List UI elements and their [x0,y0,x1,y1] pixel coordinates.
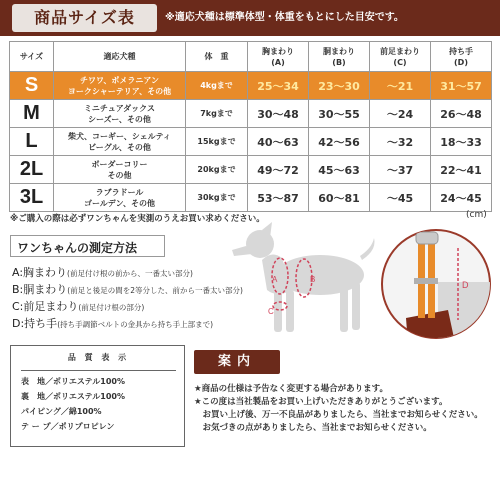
header-size: サイズ [10,42,54,72]
header-waist [309,42,370,72]
notice-line: お買い上げ後、万一不良品がありましたら、当社までお知らせください。 [194,410,483,420]
breed-cell [54,128,186,156]
breed-line: ミニチュアダックス [83,103,156,113]
notice-title: 案内 [217,354,256,369]
handle-grip [416,232,438,244]
quality-row: パイピング／綿100% [21,407,102,416]
handle-cell: 18～33 [431,128,492,156]
breed-line: ボーダーコリー [91,159,148,169]
size-label: M [10,100,54,128]
header-waist-label: 胴まわり [323,46,355,56]
dog-illustration [222,220,382,340]
breed-line: ラブラドール [95,187,144,197]
measure-item-a [12,264,193,280]
weight-cell: 20kgまで [186,156,248,184]
harness-illustration [378,222,493,344]
handle-cell: 31～57 [431,72,492,100]
foreleg-cell: ～21 [370,72,431,100]
size-label: 2L [10,156,54,184]
notice-line: ★この度は当社製品をお買い上げいただきありがとうございます。 [194,397,448,407]
measure-item-d [12,315,213,331]
measure-desc: (前足付け根の部分) [78,303,145,312]
page-title: 商品サイズ表 [34,8,135,27]
breed-line: 柴犬、コーギー、シェルティ [68,131,171,141]
header-breed: 適応犬種 [54,42,186,72]
foreleg-cell: ～24 [370,100,431,128]
divider [21,370,176,371]
size-label: 3L [10,184,54,212]
measure-item-b [12,281,243,297]
breed-line: ゴールデン、その他 [83,198,156,208]
foreleg-cell: ～37 [370,156,431,184]
header-bar [0,0,500,36]
table-row-s [10,72,492,100]
breed-line: その他 [107,170,132,180]
breed-line: ビーグル、その他 [88,142,151,152]
quality-row: テ ー プ／ポリプロピレン [21,422,115,431]
header-foreleg-code: (C) [393,57,407,67]
size-table [9,41,492,212]
measure-desc: (前足付け根の前から、一番太い部分) [67,269,193,278]
chest-cell: 53～87 [248,184,309,212]
header-note: ※適応犬種は標準体型・体重をもとにした目安です。 [165,12,404,23]
waist-cell: 45～63 [309,156,370,184]
table-row-3l [10,184,492,212]
measure-desc: (持ち手調節ベルトの金具から持ち手上部まで) [57,320,214,329]
quality-box [10,345,185,447]
breed-cell [54,156,186,184]
waist-cell: 30～55 [309,100,370,128]
header-chest-label: 胸まわり [262,46,294,56]
handle-cell: 26～48 [431,100,492,128]
breed-cell [54,184,186,212]
notice-line: お気づきの点がありましたら、当社までお知らせください。 [194,423,432,433]
header-foreleg-label: 前足まわり [380,46,420,56]
chest-cell: 49～72 [248,156,309,184]
diagram-label-a: A [272,275,278,284]
size-label: S [10,72,54,100]
weight-cell: 15kgまで [186,128,248,156]
header-chest [248,42,309,72]
dog-silhouette [232,222,375,332]
header-handle-code: (D) [454,57,468,67]
waist-cell: 23～30 [309,72,370,100]
measure-label: C:前足まわり [12,300,79,313]
breed-line: ヨークシャーテリア、その他 [67,86,172,96]
quality-title: 品 質 表 示 [67,353,130,362]
diagram-label-c: C [268,307,274,316]
waist-cell: 60～81 [309,184,370,212]
handle-cell: 22～41 [431,156,492,184]
quality-row: 表 地／ポリエステル100% [21,377,125,386]
measure-label: B:胴まわり [12,283,68,296]
size-label: L [10,128,54,156]
header-foreleg [370,42,431,72]
measure-title: ワンちゃんの測定方法 [17,241,138,255]
notice-title-box [194,350,280,374]
measure-label: A:胸まわり [12,266,68,279]
measure-item-c [12,298,144,314]
header-handle-label: 持ち手 [449,46,473,56]
foreleg-cell: ～45 [370,184,431,212]
table-header-row [10,42,492,72]
measure-title-box [10,235,165,257]
breed-line: シーズー、その他 [88,114,151,124]
chest-cell: 40～63 [248,128,309,156]
header-waist-code: (B) [332,57,346,67]
strap-buckle [414,278,438,284]
waist-cell: 42～56 [309,128,370,156]
purchase-note: ※ご購入の際は必ずワンちゃんを実測のうえお買い求めください。 [10,214,265,224]
measure-label: D:持ち手 [12,317,58,330]
handle-cell: 24～45 [431,184,492,212]
weight-cell: 30kgまで [186,184,248,212]
diagram-label-d: D [462,280,469,290]
header-title-box [12,4,157,32]
quality-row: 裏 地／ポリエステル100% [21,392,125,401]
header-weight: 体 重 [186,42,248,72]
chest-cell: 25～34 [248,72,309,100]
foreleg-cell: ～32 [370,128,431,156]
unit-label: (cm) [466,210,487,220]
weight-cell: 7kgまで [186,100,248,128]
chest-cell: 30～48 [248,100,309,128]
table-row-2l [10,156,492,184]
table-row-l [10,128,492,156]
measure-desc: (前足と後足の間を2等分した、前から一番太い部分) [67,286,243,295]
header-chest-code: (A) [271,57,285,67]
table-row-m [10,100,492,128]
breed-line: チワワ、ポメラニアン [79,75,160,85]
breed-cell [54,72,186,100]
weight-cell: 4kgまで [186,72,248,100]
breed-cell [54,100,186,128]
diagram-label-b: B [310,275,316,284]
header-handle [431,42,492,72]
notice-line: ★商品の仕様は予告なく変更する場合があります。 [194,384,388,394]
